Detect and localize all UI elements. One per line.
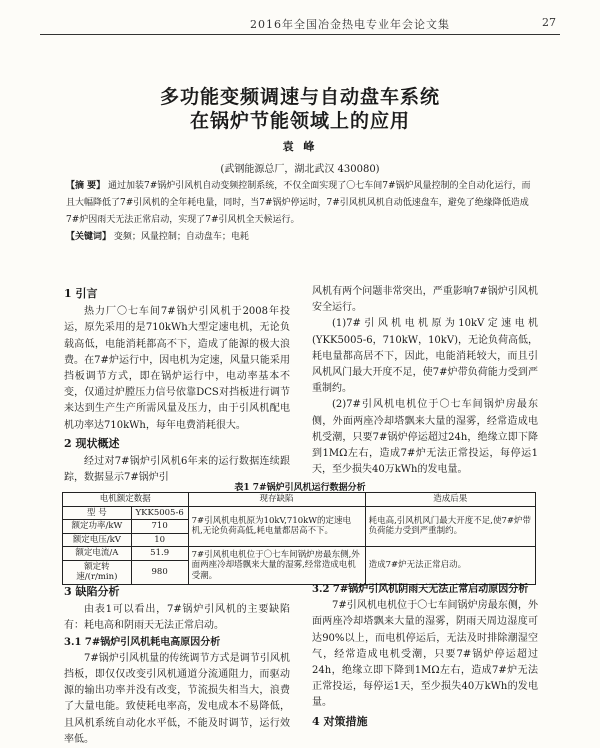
conference-name: 2016年全国冶金热电专业年会论文集: [250, 18, 450, 31]
section-heading-status: 2 现状概述: [64, 436, 120, 450]
right-column-top: [312, 284, 538, 478]
header-rule: [40, 34, 560, 35]
author-name: 袁 峰: [282, 140, 318, 153]
title-line-1: 多功能变频调速与自动盘车系统: [159, 86, 440, 108]
abstract-label: 【摘 要】: [66, 181, 106, 191]
data-table: [62, 492, 536, 585]
table-row: [63, 506, 536, 520]
section-heading-countermeasures: 4 对策措施: [312, 714, 368, 728]
section-heading-intro: 1 引言: [64, 287, 98, 300]
right-column-bottom: [312, 582, 538, 732]
table-cell-effect-1: 耗电高,引风机风门最大开度不足,使7#炉带负荷能力受到严重制约。: [365, 506, 535, 547]
section-heading-fault: 3 缺陷分析: [64, 585, 120, 598]
status-paragraph: 经过对7#锅炉引风机6年来的运行数据连续跟踪，数据显示7#锅炉引: [64, 456, 290, 484]
subsection-3-2-paragraph: 7#引风机电机位于〇七车间锅炉房最东侧，外面两座冷却塔飘来大量的湿雾，阴雨天周边湿度可达90%以上，而电机停运后，无法及时排除潮湿空气，经常造成电机受潮，只要7#锅炉停运超过24h，绝缘立即下降到1MΩ左右，造成7#炉无法正常投运，每停运1天，至少损失40万kWh的发电量。: [312, 600, 538, 709]
table-cell-value: 710: [131, 520, 188, 534]
table-header-defect: 现存缺陷: [188, 493, 365, 507]
title-line-2: 在锅炉节能领域上的应用: [189, 110, 410, 132]
table-cell-value: YKK5005-6: [131, 506, 188, 520]
left-column-top: [64, 284, 290, 486]
right-paragraph-continuation: 风机有两个问题非常突出，严重影响7#锅炉引风机安全运行。: [312, 286, 538, 314]
table-cell-effect-2: 造成7#炉无法正常启动。: [365, 547, 535, 585]
table-cell-label: 额定电流/A: [63, 547, 132, 561]
table-row: [63, 547, 536, 561]
table-header-motor: 电机额定数据: [63, 493, 189, 507]
table-cell-label: 额定转速/(r/min): [63, 560, 132, 584]
subsection-3-1-paragraph: 7#锅炉引风机量的传统调节方式是调节引风机挡板，即仅仅改变引风机通道分流通阻力，而驱动源的输出功率并没有改变，节流损失相当大，浪费了大量电能。致使耗电率高，发电成本不易降低，且风机系统自动化水平低，不能及时调节，运行效率低。: [64, 652, 290, 745]
running-header: [40, 14, 560, 32]
author-affiliation: (武钢能源总厂，湖北武汉 430080): [220, 164, 380, 175]
table-cell-label: 型 号: [63, 506, 132, 520]
table-header-row: [63, 493, 536, 507]
table-cell-value: 51.9: [131, 547, 188, 561]
table-cell-defect-2: 7#引风机电机位于〇七车间锅炉房最东侧,外面两座冷却塔飘来大量的湿雾,经常造成电机受潮。: [188, 547, 365, 585]
keywords-label: 【关键词】: [66, 232, 112, 242]
page-number: 27: [542, 16, 556, 29]
subsection-heading-3-2: 3.2 7#锅炉引风机阴雨天无法正常启动原因分析: [312, 584, 529, 595]
right-paragraph-1: (1)7#引风机电机原为10kV定速电机(YKK5005-6，710kW，10kV)，无论负荷高低，耗电量都高居不下，因此，电能消耗较大，而且引风机风门最大开度不足，使7#炉带负荷能力受到严重制约。: [312, 318, 538, 395]
table-cell-value: 10: [131, 533, 188, 547]
abstract-text: 通过加装7#锅炉引风机自动变频控制系统，不仅全面实现了〇七车间7#锅炉风量控制的全自动化运行，而且大幅降低了7#引风机的全年耗电量，同时，当7#锅炉停运时，7#引风机风机自动低速盘车，避免了绝缘降低造成7#炉因雨天无法正常启动，实现了7#引风机全天候运行。: [66, 181, 531, 225]
table-cell-label: 额定电压/kV: [63, 533, 132, 547]
subsection-heading-3-1: 3.1 7#锅炉引风机耗电高原因分析: [64, 636, 221, 648]
table-header-effect: 造成后果: [365, 493, 535, 507]
right-paragraph-2: (2)7#引风机电机位于〇七车间锅炉房最东侧，外面两座冷却塔飘来大量的湿雾，经常造成电机受潮，只要7#锅炉停运超过24h，绝缘立即下降到1MΩ左右，造成7#炉无法正常投运，每停运1天，至少损失40万kWh的发电量。: [312, 399, 538, 476]
keywords-text: 变频；风量控制；自动盘车；电耗: [113, 232, 249, 242]
intro-paragraph: 热力厂〇七车间7#锅炉引风机于2008年投运，原先采用的是710kWh大型定速电机，无论负载高低，电能消耗都高不下，造成了能源的极大浪费。在7#炉运行中，因电机为定速，风量只能采用挡板调节方式，即在锅炉运行中，电动率基本不变，仅通过炉膛压力信号依靠DCS对挡板进行调节来达到生产生产所需风量及压力，由于引风机配电机功率达710kWh，每年电费消耗很大。: [64, 306, 290, 431]
abstract-block: [66, 178, 538, 246]
table-caption: 表1 7#锅炉引风机运行数据分析: [234, 483, 366, 493]
table-cell-value: 980: [131, 560, 188, 584]
table-cell-label: 额定功率/kW: [63, 520, 132, 534]
table-cell-defect-1: 7#引风机电机原为10kV,710kW的定速电机,无论负荷高低,耗电量都居高不下。: [188, 506, 365, 547]
left-column-bottom: [64, 582, 290, 748]
fault-paragraph: 由表1可以看出，7#锅炉引风机的主要缺陷有：耗电高和阴雨天无法正常启动。: [64, 604, 290, 632]
